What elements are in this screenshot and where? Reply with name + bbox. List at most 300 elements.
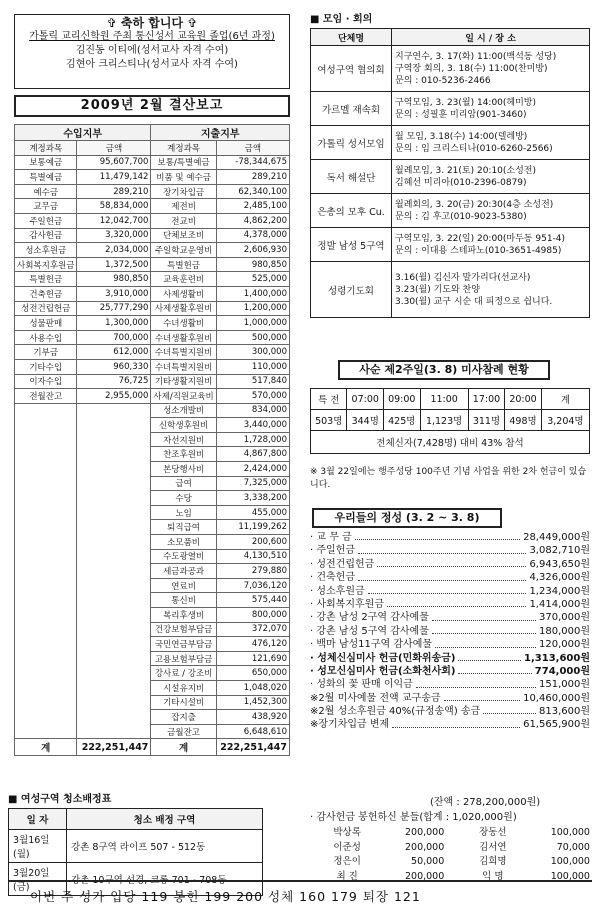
finance-row (15, 535, 290, 550)
finance-row (15, 272, 290, 287)
expense-amount: 570,000 (216, 389, 289, 404)
income-amount (77, 622, 151, 637)
income-account (15, 447, 77, 462)
expense-amount: 7,036,120 (216, 578, 289, 593)
income-amount: 960,330 (77, 359, 151, 374)
income-account (15, 403, 77, 418)
expense-account: 사제생활후원비 (151, 301, 216, 316)
offering-amount: 370,000원 (538, 612, 590, 624)
expense-amount: 800,000 (216, 608, 289, 623)
meeting-line: 월 모임, 3.18(수) 14:00(델레방) (395, 131, 528, 142)
meeting-row (311, 92, 590, 126)
expense-amount: 110,000 (216, 359, 289, 374)
income-amount (77, 710, 151, 725)
income-account (15, 564, 77, 579)
meeting-group: 은총의 모후 Cu. (311, 194, 392, 228)
income-amount: 3,910,000 (77, 286, 151, 301)
finance-row (15, 213, 290, 228)
cleaning-table (8, 808, 263, 896)
expense-account: 사제/직원교육비 (151, 389, 216, 404)
offering-amount: 3,082,710원 (529, 545, 590, 557)
offering-amount: 10,460,000원 (523, 692, 590, 704)
meetings-heading: ■ 모임 · 회의 (310, 14, 373, 25)
expense-account: 교육훈련비 (151, 272, 216, 287)
income-amount (77, 549, 151, 564)
expense-account: 국민연금부담금 (151, 637, 216, 652)
expense-account: 수녀생활비 (151, 316, 216, 331)
congrats-box (14, 14, 290, 89)
income-account (15, 418, 77, 433)
donor-amount: 200,000 (404, 870, 445, 882)
expense-amount: 3,338,200 (216, 491, 289, 506)
income-account: 기부금 (15, 345, 77, 360)
income-amount: 25,777,290 (77, 301, 151, 316)
expense-account: 시설유지비 (151, 680, 216, 695)
meeting-row (311, 46, 590, 92)
expense-account: 제전비 (151, 199, 216, 214)
mass-time: 09:00 (384, 389, 421, 410)
mass-count: 503명 (311, 410, 347, 431)
meeting-group: 성령기도회 (311, 262, 392, 318)
expense-account: 건강보험부담금 (151, 622, 216, 637)
income-amount: 980,850 (77, 272, 151, 287)
offering-amount: 1,313,600원 (524, 652, 590, 664)
col-header: 금액 (77, 141, 151, 156)
leader-dots (355, 531, 520, 540)
mass-time: 11:00 (420, 389, 468, 410)
meeting-line: 문의 : 이대용 스테파노(010-3651-4985) (395, 245, 562, 256)
income-account: 성물판매 (15, 316, 77, 331)
income-amount (77, 432, 151, 447)
income-account (15, 651, 77, 666)
loan-balance: (잔액 : 278,200,000원) (430, 797, 541, 808)
expense-account: 고용보험부담금 (151, 651, 216, 666)
leader-dots (458, 665, 531, 674)
expense-total-label: 계 (151, 739, 216, 756)
footer-divider (8, 880, 592, 882)
finance-row (15, 622, 290, 637)
finance-row (15, 476, 290, 491)
finance-row (15, 359, 290, 374)
income-amount (77, 447, 151, 462)
income-account: 건축헌금 (15, 286, 77, 301)
income-account: 교무금 (15, 199, 77, 214)
expense-amount: 4,862,200 (216, 213, 289, 228)
finance-row (15, 695, 290, 710)
offering-item (310, 611, 590, 624)
income-amount: 95,607,700 (77, 155, 151, 170)
expense-account: 강사료 / 강조비 (151, 666, 216, 681)
cleaning-col-header: 일 자 (9, 809, 67, 830)
hymn-footer: 이번 주 성가 입당 119 봉헌 199 200 성체 160 179 퇴장 121 (30, 889, 421, 904)
offering-amount: 61,565,900원 (523, 719, 590, 731)
expense-account: 소모품비 (151, 535, 216, 550)
donor-name: 이준성 (333, 841, 361, 853)
income-account: 사회복지후원금 (15, 257, 77, 272)
meeting-row (311, 194, 590, 228)
expense-amount: -78,344,675 (216, 155, 289, 170)
offering-item (310, 625, 590, 638)
cleaning-heading: ■ 여성구역 청소배정표 (8, 794, 112, 805)
finance-row (15, 491, 290, 506)
finance-row (15, 418, 290, 433)
offering-label: · 강촌 남성 5구역 감사예물 (310, 625, 429, 637)
meeting-details (392, 194, 590, 228)
income-amount: 12,042,700 (77, 213, 151, 228)
offering-label: ※2월 미사예물 전액 교구송금 (310, 692, 441, 704)
mass-count: 344명 (347, 410, 384, 431)
income-account: 특별헌금 (15, 272, 77, 287)
mass-time: 20:00 (505, 389, 542, 410)
income-account: 특별예금 (15, 170, 77, 185)
finance-row (15, 301, 290, 316)
expense-account: 주일학교운영비 (151, 243, 216, 258)
finance-row (15, 374, 290, 389)
donor-amount: 100,000 (550, 856, 590, 867)
expense-amount: 438,920 (216, 710, 289, 725)
meeting-details (392, 46, 590, 92)
thanks-offering-heading: · 감사헌금 봉헌하신 분들(합계 : 1,020,000원) (310, 812, 517, 823)
offering-item (310, 571, 590, 584)
offering-amount: 151,000원 (538, 679, 590, 691)
meeting-line: 문의 : 임 크리스티나(010-6260-2566) (395, 143, 553, 154)
spacer (444, 841, 463, 856)
attendance-table (310, 388, 590, 454)
donor-name: 김희명 (479, 856, 507, 867)
donor-row (318, 841, 590, 856)
meeting-line: 구역장 회의, 3. 18(수) 11:00(찬미방) (395, 63, 548, 74)
expense-account: 통신비 (151, 593, 216, 608)
finance-table (14, 124, 290, 756)
expense-amount: 11,199,262 (216, 520, 289, 535)
cleaning-date: 3월16일(월) (9, 830, 67, 863)
offering-amount: 120,000원 (538, 639, 590, 651)
income-account (15, 724, 77, 739)
donor-amount: 50,000 (411, 856, 445, 867)
income-account: 전월잔고 (15, 389, 77, 404)
offering-item (310, 558, 590, 571)
leader-dots (358, 571, 526, 580)
mass-time: 17:00 (468, 389, 505, 410)
expense-amount: 200,600 (216, 535, 289, 550)
donor-list (318, 826, 590, 884)
offering-item (310, 531, 590, 544)
offering-item (310, 585, 590, 598)
offering-item (310, 544, 590, 557)
income-amount (77, 418, 151, 433)
expense-account: 본당행사비 (151, 462, 216, 477)
finance-row (15, 520, 290, 535)
finance-row (15, 199, 290, 214)
cleaning-col-header: 청소 배정 구역 (67, 809, 263, 830)
expense-amount: 4,378,000 (216, 228, 289, 243)
meetings-table (310, 28, 590, 318)
donor-amount: 100,000 (550, 870, 590, 882)
donor-row (318, 855, 590, 870)
income-account (15, 549, 77, 564)
finance-row (15, 155, 290, 170)
expense-amount: 1,452,300 (216, 695, 289, 710)
expense-amount: 62,340,100 (216, 184, 289, 199)
attendance-title: 사순 제2주일(3. 8) 미사참례 현황 (338, 360, 550, 380)
donor-name: 장동선 (479, 827, 507, 838)
offering-label: ※2월 성소후원금 40%(규정송액) 송금 (310, 706, 481, 718)
mass-count: 425명 (384, 410, 421, 431)
expense-amount: 6,648,610 (216, 724, 289, 739)
expense-amount: 4,130,510 (216, 549, 289, 564)
finance-row (15, 651, 290, 666)
offering-amount: 4,326,000원 (529, 572, 590, 584)
leader-dots (358, 544, 526, 553)
income-amount: 2,955,000 (77, 389, 151, 404)
expense-amount: 517,840 (216, 374, 289, 389)
col-header: 계정과목 (15, 141, 77, 156)
expense-account: 수녀생활후원비 (151, 330, 216, 345)
expense-amount: 3,440,000 (216, 418, 289, 433)
offering-amount: 180,000원 (538, 625, 590, 637)
income-amount (77, 593, 151, 608)
expense-amount: 1,200,000 (216, 301, 289, 316)
income-account (15, 695, 77, 710)
leader-dots (444, 692, 521, 701)
expense-account: 기타시설비 (151, 695, 216, 710)
offering-label: ※장기차입금 변제 (310, 719, 390, 731)
meetings-col-header: 단체명 (311, 29, 392, 46)
offering-item (310, 678, 590, 691)
income-amount (77, 724, 151, 739)
expense-account: 수녀특별지원비 (151, 359, 216, 374)
mass-time: 계 (541, 389, 589, 410)
meeting-details (392, 126, 590, 160)
expense-amount: 575,440 (216, 593, 289, 608)
income-header: 수입지부 (15, 125, 151, 141)
income-account: 보통예금 (15, 155, 77, 170)
income-account (15, 593, 77, 608)
mass-count: 1,123명 (420, 410, 468, 431)
expense-amount: 300,000 (216, 345, 289, 360)
income-amount: 612,000 (77, 345, 151, 360)
expense-amount: 1,048,020 (216, 680, 289, 695)
income-account (15, 666, 77, 681)
meeting-row (311, 228, 590, 262)
expense-amount: 2,606,930 (216, 243, 289, 258)
expense-account: 신학생후원비 (151, 418, 216, 433)
income-account: 성전건립헌금 (15, 301, 77, 316)
mass-time: 07:00 (347, 389, 384, 410)
meeting-group: 정발 남성 5구역 (311, 228, 392, 262)
meeting-details (392, 92, 590, 126)
meeting-line: 3.23(월) 기도와 찬양 (395, 284, 480, 295)
finance-row (15, 680, 290, 695)
finance-row (15, 389, 290, 404)
meeting-line: 월례회의, 3. 20(금) 20:30(4층 소성전) (395, 199, 554, 210)
income-amount (77, 403, 151, 418)
expense-amount: 2,424,000 (216, 462, 289, 477)
income-account: 성소후원금 (15, 243, 77, 258)
offering-amount: 28,449,000원 (523, 532, 590, 543)
leader-dots (458, 652, 521, 661)
expense-amount: 455,000 (216, 505, 289, 520)
donor-name: 익 명 (482, 870, 504, 882)
offering-label: · 백마 남성11구역 감사예물 (310, 639, 433, 651)
meeting-line: 문의 : 성필훈 미리암(901-3460) (395, 109, 527, 120)
donor-amount: 200,000 (404, 841, 445, 853)
expense-account: 복리후생비 (151, 608, 216, 623)
income-account (15, 462, 77, 477)
offering-label: · 강촌 남성 2구역 감사예물 (310, 612, 429, 624)
offering-item (310, 665, 590, 678)
income-account (15, 505, 77, 520)
leader-dots (483, 705, 536, 714)
finance-row (15, 170, 290, 185)
income-account (15, 476, 77, 491)
cleaning-date: 3월20일(금) (9, 863, 67, 896)
finance-row (15, 243, 290, 258)
expense-account: 퇴직급여 (151, 520, 216, 535)
expense-amount: 525,000 (216, 272, 289, 287)
expense-amount: 4,867,800 (216, 447, 289, 462)
finance-row (15, 257, 290, 272)
meeting-group: 독서 해설단 (311, 160, 392, 194)
expense-account: 비품 및 예수금 (151, 170, 216, 185)
expense-amount: 121,690 (216, 651, 289, 666)
income-amount: 289,210 (77, 184, 151, 199)
expense-amount: 650,000 (216, 666, 289, 681)
congrats-line: 김진동 이티에(성서교사 자격 수여) (75, 45, 229, 56)
expense-account: 성소개발비 (151, 403, 216, 418)
offering-amount: 6,943,650원 (529, 558, 590, 570)
leader-dots (416, 678, 536, 687)
income-account (15, 491, 77, 506)
income-account (15, 622, 77, 637)
meeting-line: 지구연수, 3. 17(화) 11:00(백석동 성당) (395, 51, 557, 62)
expense-total: 222,251,447 (216, 739, 289, 756)
spacer (444, 826, 463, 841)
income-amount (77, 462, 151, 477)
income-amount (77, 505, 151, 520)
finance-row (15, 432, 290, 447)
income-account (15, 637, 77, 652)
finance-row (15, 666, 290, 681)
meeting-line: 3.16(월) 김신자 말가리다(선교사) (395, 272, 531, 283)
income-amount: 1,372,500 (77, 257, 151, 272)
income-account (15, 710, 77, 725)
meeting-line: 김혜선 미리아(010-2396-0879) (395, 177, 527, 188)
income-total: 222,251,447 (77, 739, 151, 756)
meeting-row (311, 126, 590, 160)
income-amount (77, 666, 151, 681)
expense-amount: 1,400,000 (216, 286, 289, 301)
income-amount (77, 695, 151, 710)
income-account: 예수금 (15, 184, 77, 199)
income-amount (77, 491, 151, 506)
meeting-details (392, 262, 590, 318)
offering-item (310, 652, 590, 665)
offering-label: · 주일헌금 (310, 545, 355, 557)
cleaning-area: 강촌 10구역 선경, 코롱 701 - 708동 (67, 863, 263, 896)
offering-item (310, 598, 590, 611)
expense-header: 지출지부 (151, 125, 290, 141)
offering-label: · 성소후원금 (310, 585, 365, 597)
meeting-line: 문의 : 010-5236-2466 (395, 75, 491, 86)
offering-label: · 성전건립헌금 (310, 558, 375, 570)
donor-row (318, 826, 590, 841)
income-amount (77, 608, 151, 623)
expense-account: 잡지출 (151, 710, 216, 725)
expense-amount: 2,485,100 (216, 199, 289, 214)
expense-amount: 372,070 (216, 622, 289, 637)
offerings-title: 우리들의 정성 (3. 2 ~ 3. 8) (312, 508, 502, 528)
col-header: 금액 (216, 141, 289, 156)
leader-dots (387, 598, 526, 607)
cleaning-area: 강촌 8구역 라이프 507 - 512동 (67, 830, 263, 863)
finance-row (15, 608, 290, 623)
expense-account: 사제생활비 (151, 286, 216, 301)
report-title: 2009년 2월 결산보고 (14, 95, 290, 117)
mass-time: 특 전 (311, 389, 347, 410)
expense-amount: 7,325,000 (216, 476, 289, 491)
expense-account: 단체보조비 (151, 228, 216, 243)
donor-amount: 70,000 (556, 841, 590, 853)
income-account: 이자수입 (15, 374, 77, 389)
income-amount: 76,725 (77, 374, 151, 389)
expense-amount: 1,728,000 (216, 432, 289, 447)
meeting-line: 월례모임, 3. 21(토) 20:10(소성전) (395, 165, 537, 176)
offering-label: · 성체신심미사 헌금(민화위송금) (310, 652, 456, 664)
income-account (15, 432, 77, 447)
expense-account: 세금과공과 (151, 564, 216, 579)
finance-row (15, 447, 290, 462)
expense-account: 수녀특별지원비 (151, 345, 216, 360)
offering-item (310, 718, 590, 731)
expense-amount: 834,000 (216, 403, 289, 418)
expense-account: 수당 (151, 491, 216, 506)
second-collection-note: ※ 3월 22일에는 행주성당 100주년 기념 사업을 위한 2차 헌금이 있습니다. (310, 467, 587, 490)
donor-name: 최 진 (336, 870, 358, 882)
offering-label: · 성화의 꽃 판매 이익금 (310, 679, 413, 691)
mass-count: 3,204명 (541, 410, 589, 431)
expense-account: 수도광열비 (151, 549, 216, 564)
mass-count: 311명 (468, 410, 505, 431)
income-amount: 1,300,000 (77, 316, 151, 331)
expense-account: 찬조후원비 (151, 447, 216, 462)
income-amount (77, 578, 151, 593)
offering-item (310, 705, 590, 718)
offering-item (310, 692, 590, 705)
income-account (15, 520, 77, 535)
income-account (15, 535, 77, 550)
mass-count: 498명 (505, 410, 542, 431)
income-account: 사용수입 (15, 330, 77, 345)
expense-account: 특별헌금 (151, 257, 216, 272)
congrats-title: ✞ 축하 합니다 ✞ (106, 16, 198, 30)
expense-account: 장기차입금 (151, 184, 216, 199)
income-amount (77, 680, 151, 695)
leader-dots (435, 638, 536, 647)
income-amount: 2,034,000 (77, 243, 151, 258)
income-amount (77, 520, 151, 535)
income-amount (77, 535, 151, 550)
finance-row (15, 184, 290, 199)
finance-row (15, 345, 290, 360)
spacer (444, 855, 463, 870)
expense-account: 연료비 (151, 578, 216, 593)
finance-row (15, 505, 290, 520)
congrats-line: 김현아 크리스티나(성서교사 자격 수여) (66, 59, 238, 70)
income-amount (77, 476, 151, 491)
meeting-details (392, 228, 590, 262)
expense-account: 보통/특별예금 (151, 155, 216, 170)
